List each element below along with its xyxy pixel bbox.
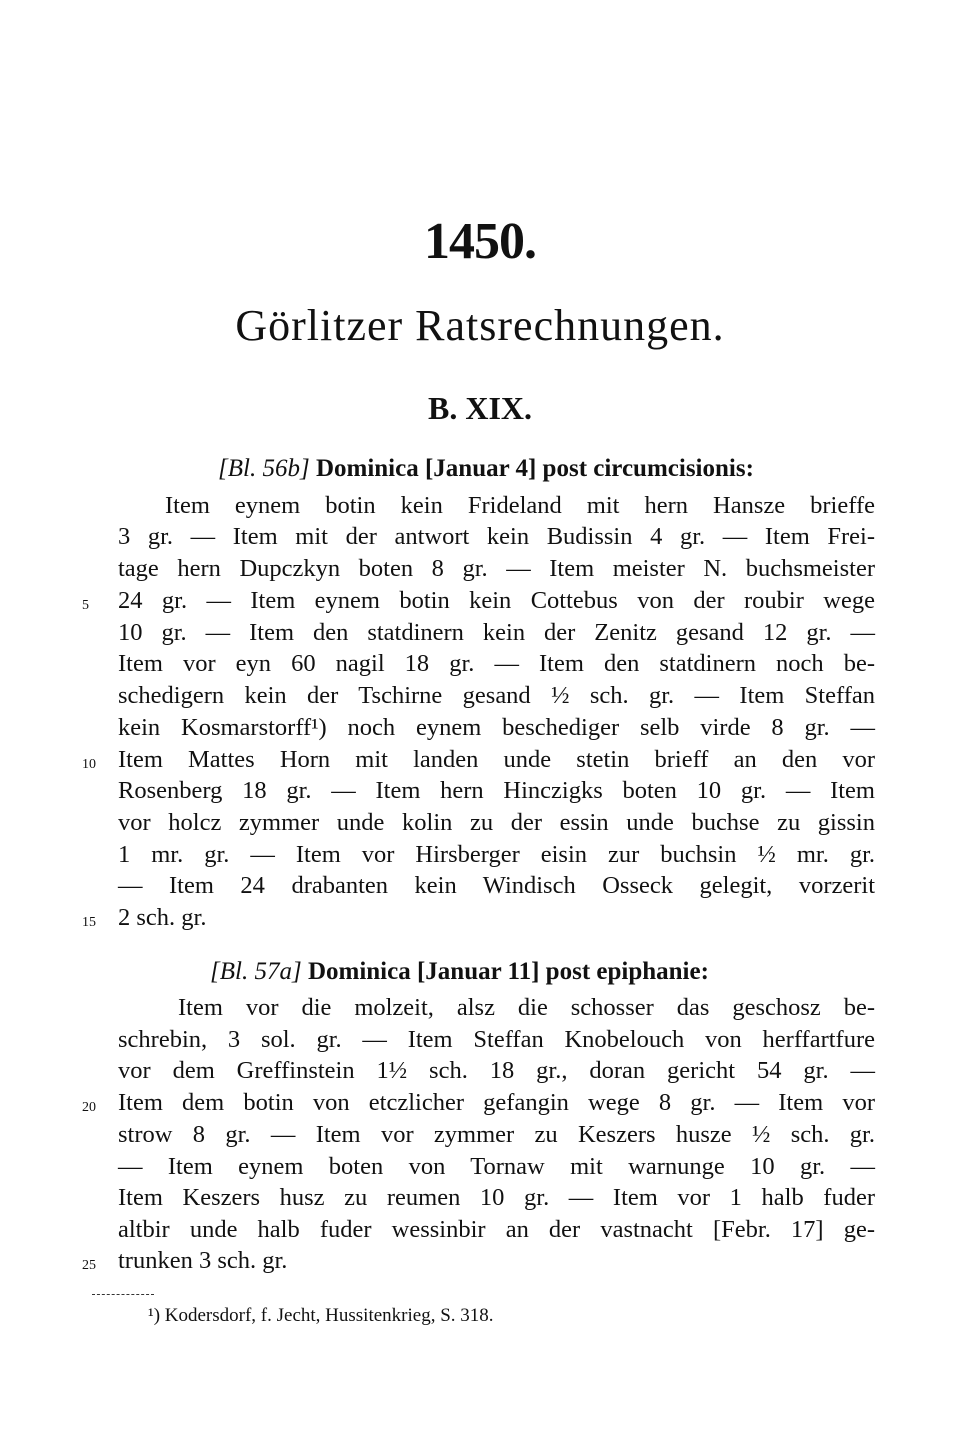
text-line: Item dem botin von etczlicher gefangin wege 8 gr. — Item vor xyxy=(118,1089,875,1116)
text-line: trunken 3 sch. gr. xyxy=(118,1247,288,1274)
text-line: Item eynem botin kein Frideland mit hern Hansze brieffe xyxy=(165,492,875,519)
text-line: 2 sch. gr. xyxy=(118,904,207,931)
text-line: schrebin, 3 sol. gr. — Item Steffan Knobelouch von herffartfure xyxy=(118,1026,875,1053)
page-title: Görlitzer Ratsrechnungen. xyxy=(235,301,725,350)
text-line: Item vor die molzeit, alsz die schosser das geschosz be- xyxy=(178,994,875,1021)
text-line: kein Kosmarstorff¹) noch eynem beschediger selb virde 8 gr. — xyxy=(118,714,875,741)
line-number: 5 xyxy=(82,598,89,613)
footnote: ¹) Kodersdorf, f. Jecht, Hussitenkrieg, S. 318. xyxy=(148,1305,494,1326)
section-title: Dominica [Januar 11] post epiphanie: xyxy=(307,958,709,985)
section-heading xyxy=(218,455,754,483)
text-line: tage hern Dupczkyn boten 8 gr. — Item meister N. buchsmeister xyxy=(118,555,875,582)
text-line: — Item 24 drabanten kein Windisch Osseck gelegit, vorzerit xyxy=(118,872,875,899)
line-number: 20 xyxy=(82,1100,96,1115)
text-line: 3 gr. — Item mit der antwort kein Budissin 4 gr. — Item Frei- xyxy=(118,523,875,550)
text-line: Item Mattes Horn mit landen unde stetin brieff an den vor xyxy=(118,746,875,773)
text-line: 10 gr. — Item den statdinern kein der Zenitz gesand 12 gr. — xyxy=(118,619,875,646)
text-line: — Item eynem boten von Tornaw mit warnunge 10 gr. — xyxy=(118,1153,875,1180)
text-line: schedigern kein der Tschirne gesand ½ sch. gr. — Item Steffan xyxy=(118,682,875,709)
folio-ref: [Bl. 57a] xyxy=(210,958,302,985)
volume-label: B. XIX. xyxy=(427,390,532,426)
line-number: 10 xyxy=(82,757,96,772)
footnote-rule xyxy=(92,1294,154,1295)
section-title: Dominica [Januar 4] post circumcisionis: xyxy=(315,455,754,482)
text-line: vor holcz zymmer unde kolin zu der essin unde buchse zu gissin xyxy=(118,809,875,836)
text-line: 1 mr. gr. — Item vor Hirsberger eisin zur buchsin ½ mr. gr. xyxy=(118,841,875,868)
text-line: Item vor eyn 60 nagil 18 gr. — Item den statdinern noch be- xyxy=(118,650,875,677)
section-heading xyxy=(210,958,709,986)
text-line: vor dem Greffinstein 1½ sch. 18 gr., doran gericht 54 gr. — xyxy=(118,1057,875,1084)
text-line: 24 gr. — Item eynem botin kein Cottebus von der roubir wege xyxy=(118,587,875,614)
text-line: strow 8 gr. — Item vor zymmer zu Keszers husze ½ sch. gr. xyxy=(118,1121,875,1148)
year-heading: 1450. xyxy=(424,213,536,270)
text-line: Rosenberg 18 gr. — Item hern Hinczigks boten 10 gr. — Item xyxy=(118,777,875,804)
line-number: 15 xyxy=(82,915,96,930)
text-line: altbir unde halb fuder wessinbir an der vastnacht [Febr. 17] ge- xyxy=(118,1216,875,1243)
folio-ref: [Bl. 56b] xyxy=(218,455,310,482)
text-line: Item Keszers husz zu reumen 10 gr. — Item vor 1 halb fuder xyxy=(118,1184,875,1211)
line-number: 25 xyxy=(82,1258,96,1273)
